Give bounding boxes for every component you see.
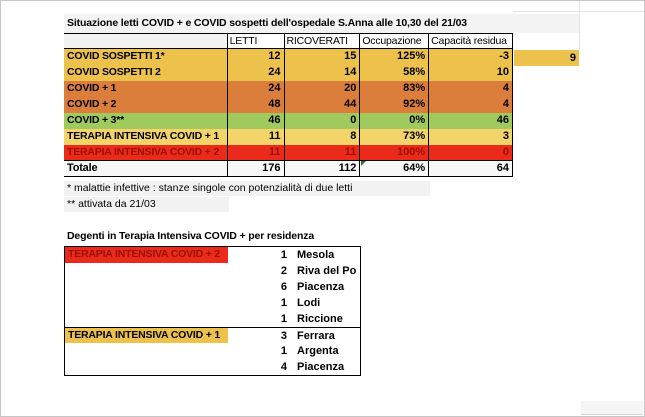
cell-capacita[interactable]: 3 bbox=[428, 129, 512, 145]
cell-occupazione[interactable]: 58% bbox=[359, 65, 428, 81]
cell-occupazione[interactable]: 125% bbox=[359, 49, 428, 65]
cell-letti[interactable]: 11 bbox=[227, 129, 284, 145]
header-letti[interactable]: LETTI bbox=[227, 34, 284, 48]
cell-capacita[interactable]: 4 bbox=[428, 97, 512, 113]
cell-total-ricoverati[interactable]: 112 bbox=[284, 161, 360, 176]
cell-total-label[interactable]: Totale bbox=[67, 162, 98, 174]
error-indicator-triangle bbox=[361, 161, 366, 166]
group-label-cell[interactable]: TERAPIA INTENSIVA COVID + 2 bbox=[65, 247, 228, 263]
cell-occupazione[interactable]: 0% bbox=[359, 113, 428, 129]
table1-body bbox=[64, 49, 512, 161]
cell-place[interactable]: Lodi bbox=[297, 297, 321, 309]
table2-row bbox=[65, 263, 360, 279]
empty-label-cell[interactable] bbox=[65, 311, 228, 327]
cell-place[interactable]: Piacenza bbox=[297, 281, 345, 293]
empty-label-cell[interactable] bbox=[65, 279, 228, 295]
table2-row bbox=[65, 311, 360, 327]
cell-letti[interactable]: 24 bbox=[227, 81, 284, 97]
table2-title-cell[interactable]: Degenti in Terapia Intensiva COVID + per residenza bbox=[67, 230, 315, 242]
table2-row bbox=[65, 343, 360, 359]
cell-label[interactable]: TERAPIA INTENSIVA COVID + 1 bbox=[67, 130, 220, 142]
table2-row bbox=[65, 247, 360, 263]
table1-row bbox=[64, 129, 512, 145]
cell-place[interactable]: Ferrara bbox=[297, 330, 335, 342]
cell-capacita[interactable]: -3 bbox=[428, 49, 512, 65]
cell-capacita[interactable]: 4 bbox=[428, 81, 512, 97]
cell-count[interactable]: 1 bbox=[280, 345, 287, 357]
cell-label[interactable]: COVID + 1 bbox=[67, 82, 117, 94]
cell-letti[interactable]: 11 bbox=[227, 145, 284, 160]
header-capacita-residua[interactable]: Capacità residua bbox=[428, 34, 512, 48]
cell-letti[interactable]: 46 bbox=[227, 113, 284, 129]
empty-label-cell[interactable] bbox=[65, 359, 228, 375]
table2-row bbox=[65, 295, 360, 311]
table2-row bbox=[65, 279, 360, 295]
table1-row bbox=[64, 145, 512, 161]
cell-place[interactable]: Argenta bbox=[297, 345, 339, 357]
cell-label[interactable]: TERAPIA INTENSIVA COVID + 2 bbox=[67, 146, 220, 158]
cell-ricoverati[interactable]: 20 bbox=[284, 81, 360, 97]
table2-row bbox=[65, 327, 360, 343]
table1-total-row bbox=[64, 161, 512, 177]
empty-label-cell[interactable] bbox=[65, 343, 228, 359]
cell-label[interactable]: COVID + 2 bbox=[67, 98, 117, 110]
footnote-double-asterisk[interactable]: ** attivata da 21/03 bbox=[64, 197, 229, 212]
table1-header-row bbox=[64, 34, 512, 49]
cell-ricoverati[interactable]: 14 bbox=[284, 65, 360, 81]
cell-place[interactable]: Piacenza bbox=[297, 361, 345, 373]
cell-ricoverati[interactable]: 44 bbox=[284, 97, 360, 113]
cell-place[interactable]: Mesola bbox=[297, 249, 335, 261]
cell-occupazione[interactable]: 73% bbox=[359, 129, 428, 145]
table2-row bbox=[65, 359, 360, 375]
table1-row bbox=[64, 81, 512, 97]
cell-total-occupazione[interactable] bbox=[359, 161, 428, 176]
empty-label-cell[interactable] bbox=[65, 295, 228, 311]
group-label-cell[interactable]: TERAPIA INTENSIVA COVID + 1 bbox=[65, 328, 228, 343]
cell-count[interactable]: 3 bbox=[280, 330, 287, 342]
cell-letti[interactable]: 24 bbox=[227, 65, 284, 81]
cell-capacita[interactable]: 46 bbox=[428, 113, 512, 129]
cell-total-letti[interactable]: 176 bbox=[227, 161, 284, 176]
table1-row bbox=[64, 113, 512, 129]
cell-occupazione[interactable]: 83% bbox=[359, 81, 428, 97]
cell-letti[interactable]: 12 bbox=[227, 49, 284, 65]
cell-count[interactable]: 6 bbox=[280, 281, 287, 293]
table1-row bbox=[64, 49, 512, 65]
table1-row bbox=[64, 65, 512, 81]
table1-title-cell[interactable]: Situazione letti COVID + e COVID sospetti dell'ospedale S.Anna alle 10,30 del 21/03 bbox=[64, 14, 579, 33]
empty-cell-artifact bbox=[581, 401, 643, 415]
residence-table bbox=[64, 246, 361, 376]
cell-extra-value[interactable]: 9 bbox=[514, 50, 579, 66]
table2-body bbox=[65, 247, 360, 375]
total-occupazione-value: 64% bbox=[403, 162, 426, 174]
cell-label[interactable]: COVID SOSPETTI 1* bbox=[67, 50, 165, 62]
cell-count[interactable]: 1 bbox=[280, 297, 287, 309]
cell-ricoverati[interactable]: 15 bbox=[284, 49, 360, 65]
cell-label[interactable]: COVID SOSPETTI 2 bbox=[67, 66, 161, 78]
cell-letti[interactable]: 48 bbox=[227, 97, 284, 113]
cell-occupazione[interactable]: 92% bbox=[359, 97, 428, 113]
cell-ricoverati[interactable]: 11 bbox=[284, 145, 360, 160]
cell-ricoverati[interactable]: 8 bbox=[284, 129, 360, 145]
empty-label-cell[interactable] bbox=[65, 263, 228, 279]
table1-row bbox=[64, 97, 512, 113]
header-ricoverati[interactable]: RICOVERATI bbox=[284, 34, 360, 48]
cell-capacita[interactable]: 10 bbox=[428, 65, 512, 81]
cell-occupazione[interactable]: 100% bbox=[359, 145, 428, 160]
cell-count[interactable]: 4 bbox=[280, 361, 287, 373]
header-empty-cell[interactable] bbox=[64, 34, 227, 48]
cell-count[interactable]: 2 bbox=[280, 265, 287, 277]
cell-total-capacita[interactable]: 64 bbox=[428, 161, 512, 176]
gridline-vertical bbox=[579, 1, 580, 50]
cell-count[interactable]: 1 bbox=[280, 313, 287, 325]
header-occupazione[interactable]: Occupazione bbox=[359, 34, 428, 48]
cell-capacita[interactable]: 0 bbox=[428, 145, 512, 160]
cell-place[interactable]: Riva del Po bbox=[297, 265, 357, 277]
footnote-single-asterisk[interactable]: * malattie infettive : stanze singole con potenzialità di due letti bbox=[64, 181, 430, 196]
cell-count[interactable]: 1 bbox=[280, 249, 287, 261]
cell-ricoverati[interactable]: 0 bbox=[284, 113, 360, 129]
beds-table bbox=[64, 33, 513, 177]
cell-label[interactable]: COVID + 3** bbox=[67, 114, 125, 126]
cell-place[interactable]: Riccione bbox=[297, 313, 343, 325]
